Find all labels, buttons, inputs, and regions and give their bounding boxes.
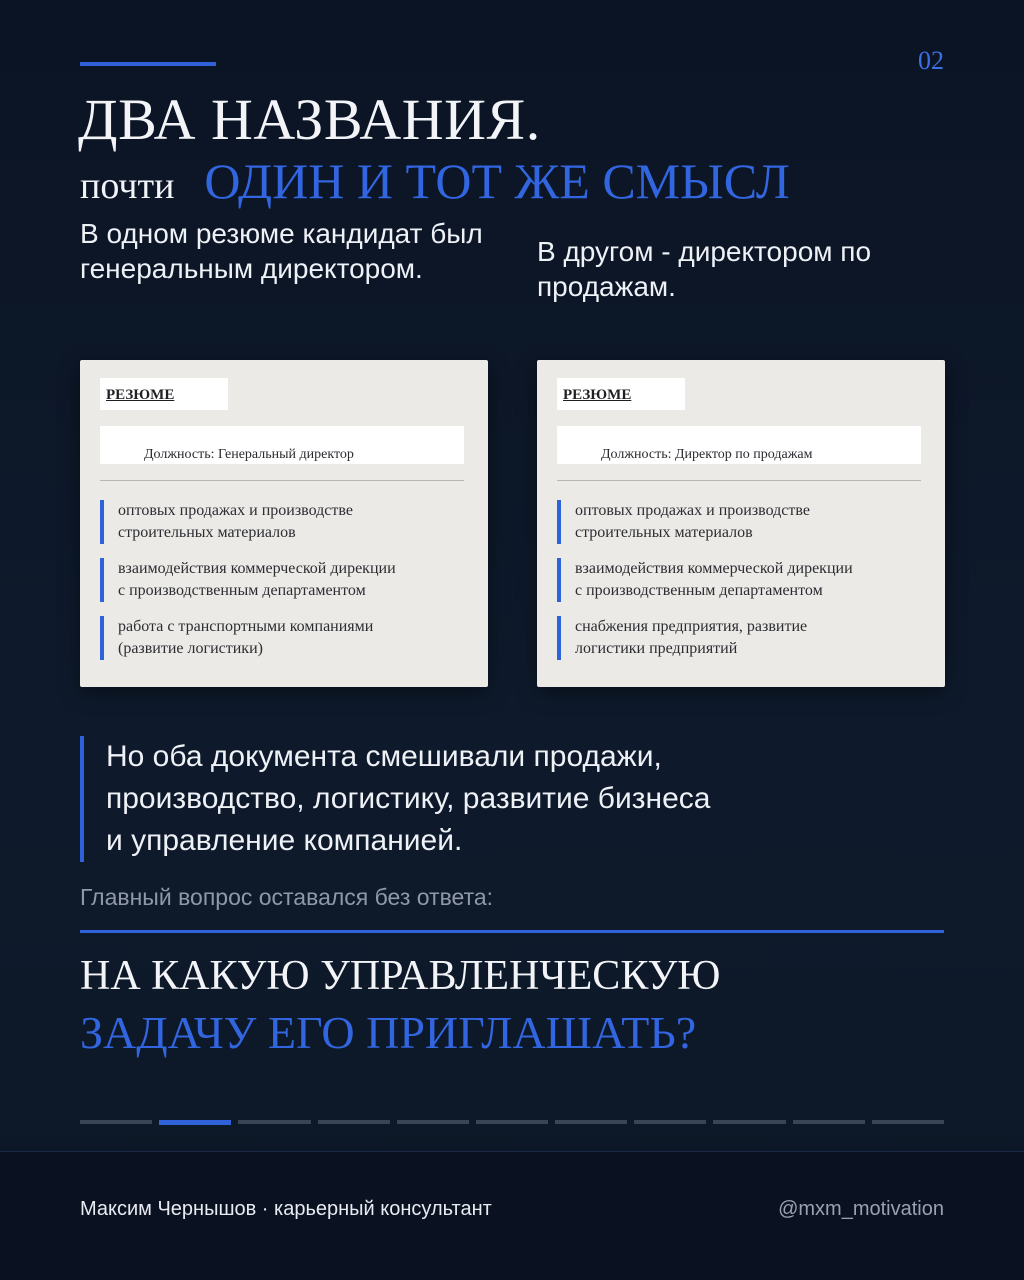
progress-segment (872, 1120, 944, 1124)
bullet-line: снабжения предприятия, развитие (575, 618, 808, 635)
footer (0, 1151, 1024, 1280)
title-line-2 (80, 152, 790, 210)
bullet-line: логистики предприятий (575, 640, 738, 657)
resume-header: РЕЗЮМЕ (100, 378, 228, 410)
accent-divider (80, 930, 944, 933)
bullet-line: оптовых продажах и производстве (118, 502, 353, 519)
resume-bullet (557, 616, 927, 660)
divider (557, 480, 921, 481)
progress-segment (793, 1120, 865, 1124)
resume-card-ceo (80, 360, 488, 687)
progress-segment (80, 1120, 152, 1124)
progress-segment (318, 1120, 390, 1124)
divider (100, 480, 464, 481)
quote-line: и управление компанией. (106, 824, 463, 857)
resume-card-sales (537, 360, 945, 687)
quote-line: производство, логистику, развитие бизнеса (106, 782, 711, 815)
quote-line: Но оба документа смешивали продажи, (106, 740, 662, 773)
resume-bullet (557, 558, 927, 602)
footer-author: Максим Чернышов · карьерный консультант (80, 1198, 492, 1220)
page-number: 02 (918, 46, 944, 75)
resume-header: РЕЗЮМЕ (557, 378, 685, 410)
title-small-word: почти (80, 165, 175, 207)
resume-position: Должность: Директор по продажам (557, 426, 921, 464)
final-heading-line-2: ЗАДАЧУ ЕГО ПРИГЛАШАТЬ? (80, 1007, 697, 1058)
quote-block (80, 736, 800, 862)
resume-bullet (557, 500, 927, 544)
progress-segment (634, 1120, 706, 1124)
intro-left: В одном резюме кандидат был генеральным директором. (80, 218, 483, 284)
bullet-line: с производственным департаментом (118, 582, 366, 599)
slide-progress (80, 1120, 944, 1125)
bullet-line: оптовых продажах и производстве (575, 502, 810, 519)
question-text: Главный вопрос оставался без ответа: (80, 884, 494, 910)
resume-bullet (100, 616, 470, 660)
title-line-1: ДВА НАЗВАНИЯ. (78, 87, 541, 152)
top-accent-bar (80, 62, 216, 66)
resume-bullet (100, 558, 470, 602)
bullet-line: взаимодействия коммерческой дирекции (118, 560, 396, 577)
progress-segment (713, 1120, 785, 1124)
bullet-line: с производственным департаментом (575, 582, 823, 599)
bullet-line: взаимодействия коммерческой дирекции (575, 560, 853, 577)
progress-segment (238, 1120, 310, 1124)
bullet-line: строительных материалов (575, 524, 753, 541)
resume-bullet (100, 500, 470, 544)
bullet-line: работа с транспортными компаниями (118, 618, 374, 635)
progress-segment (555, 1120, 627, 1124)
bullet-line: (развитие логистики) (118, 640, 263, 657)
intro-right: В другом - директором по продажам. (537, 236, 872, 302)
bullet-line: строительных материалов (118, 524, 296, 541)
final-heading-line-1: НА КАКУЮ УПРАВЛЕНЧЕСКУЮ (80, 953, 721, 999)
progress-segment (476, 1120, 548, 1124)
footer-handle: @mxm_motivation (778, 1198, 944, 1220)
title-accent-phrase: ОДИН И ТОТ ЖЕ СМЫСЛ (204, 153, 790, 209)
progress-segment (397, 1120, 469, 1124)
progress-segment-active (159, 1120, 231, 1125)
resume-position: Должность: Генеральный директор (100, 426, 464, 464)
